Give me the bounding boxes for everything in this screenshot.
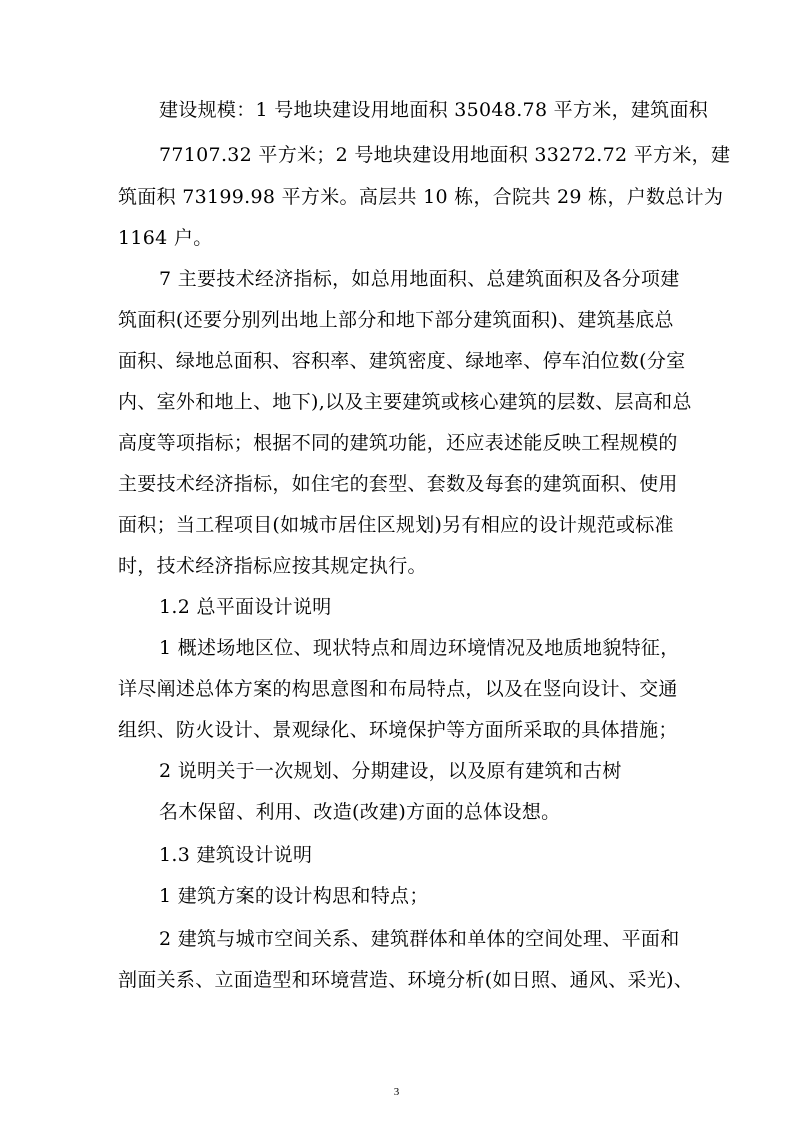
text-line: 时，技术经济指标应按其规定执行。 — [118, 555, 427, 577]
page-number: 3 — [393, 1086, 400, 1098]
text-line: 主要技术经济指标，如住宅的套型、套数及每套的建筑面积、使用 — [118, 473, 678, 495]
text-line: 1 建筑方案的设计构思和特点； — [159, 885, 429, 907]
text-line: 7 主要技术经济指标，如总用地面积、总建筑面积及各分项建 — [159, 268, 680, 290]
text-line: 77107.32 平方米；2 号地块建设用地面积 33272.72 平方米，建 — [159, 144, 731, 166]
text-line: 组织、防火设计、景观绿化、环境保护等方面所采取的具体措施； — [118, 719, 678, 741]
text-line: 筑面积(还要分别列出地上部分和地下部分建筑面积)、建筑基底总 — [118, 309, 674, 331]
text-line: 1164 户。 — [118, 227, 213, 249]
text-line: 名木保留、利用、改造(改建)方面的总体设想。 — [159, 801, 561, 823]
text-line: 建设规模：1 号地块建设用地面积 35048.78 平方米，建筑面积 — [159, 99, 709, 121]
text-line: 2 建筑与城市空间关系、建筑群体和单体的空间处理、平面和 — [159, 928, 680, 950]
text-line: 1 概述场地区位、现状特点和周边环境情况及地质地貌特征， — [159, 637, 680, 659]
text-line: 面积、绿地总面积、容积率、建筑密度、绿地率、停车泊位数(分室 — [118, 350, 686, 372]
text-line: 筑面积 73199.98 平方米。高层共 10 栋，合院共 29 栋，户数总计为 — [118, 186, 724, 208]
section-heading: 1.3 建筑设计说明 — [159, 844, 313, 866]
text-line: 内、室外和地上、地下),以及主要建筑或核心建筑的层数、层高和总 — [118, 391, 692, 413]
text-line: 详尽阐述总体方案的构思意图和布局特点，以及在竖向设计、交通 — [118, 678, 678, 700]
text-line: 剖面关系、立面造型和环境营造、环境分析(如日照、通风、采光)、 — [118, 969, 694, 991]
section-heading: 1.2 总平面设计说明 — [159, 596, 332, 618]
text-line: 2 说明关于一次规划、分期建设，以及原有建筑和古树 — [159, 760, 622, 782]
text-line: 面积；当工程项目(如城市居住区规划)另有相应的设计规范或标准 — [118, 514, 674, 536]
text-line: 高度等项指标；根据不同的建筑功能，还应表述能反映工程规模的 — [118, 432, 678, 454]
